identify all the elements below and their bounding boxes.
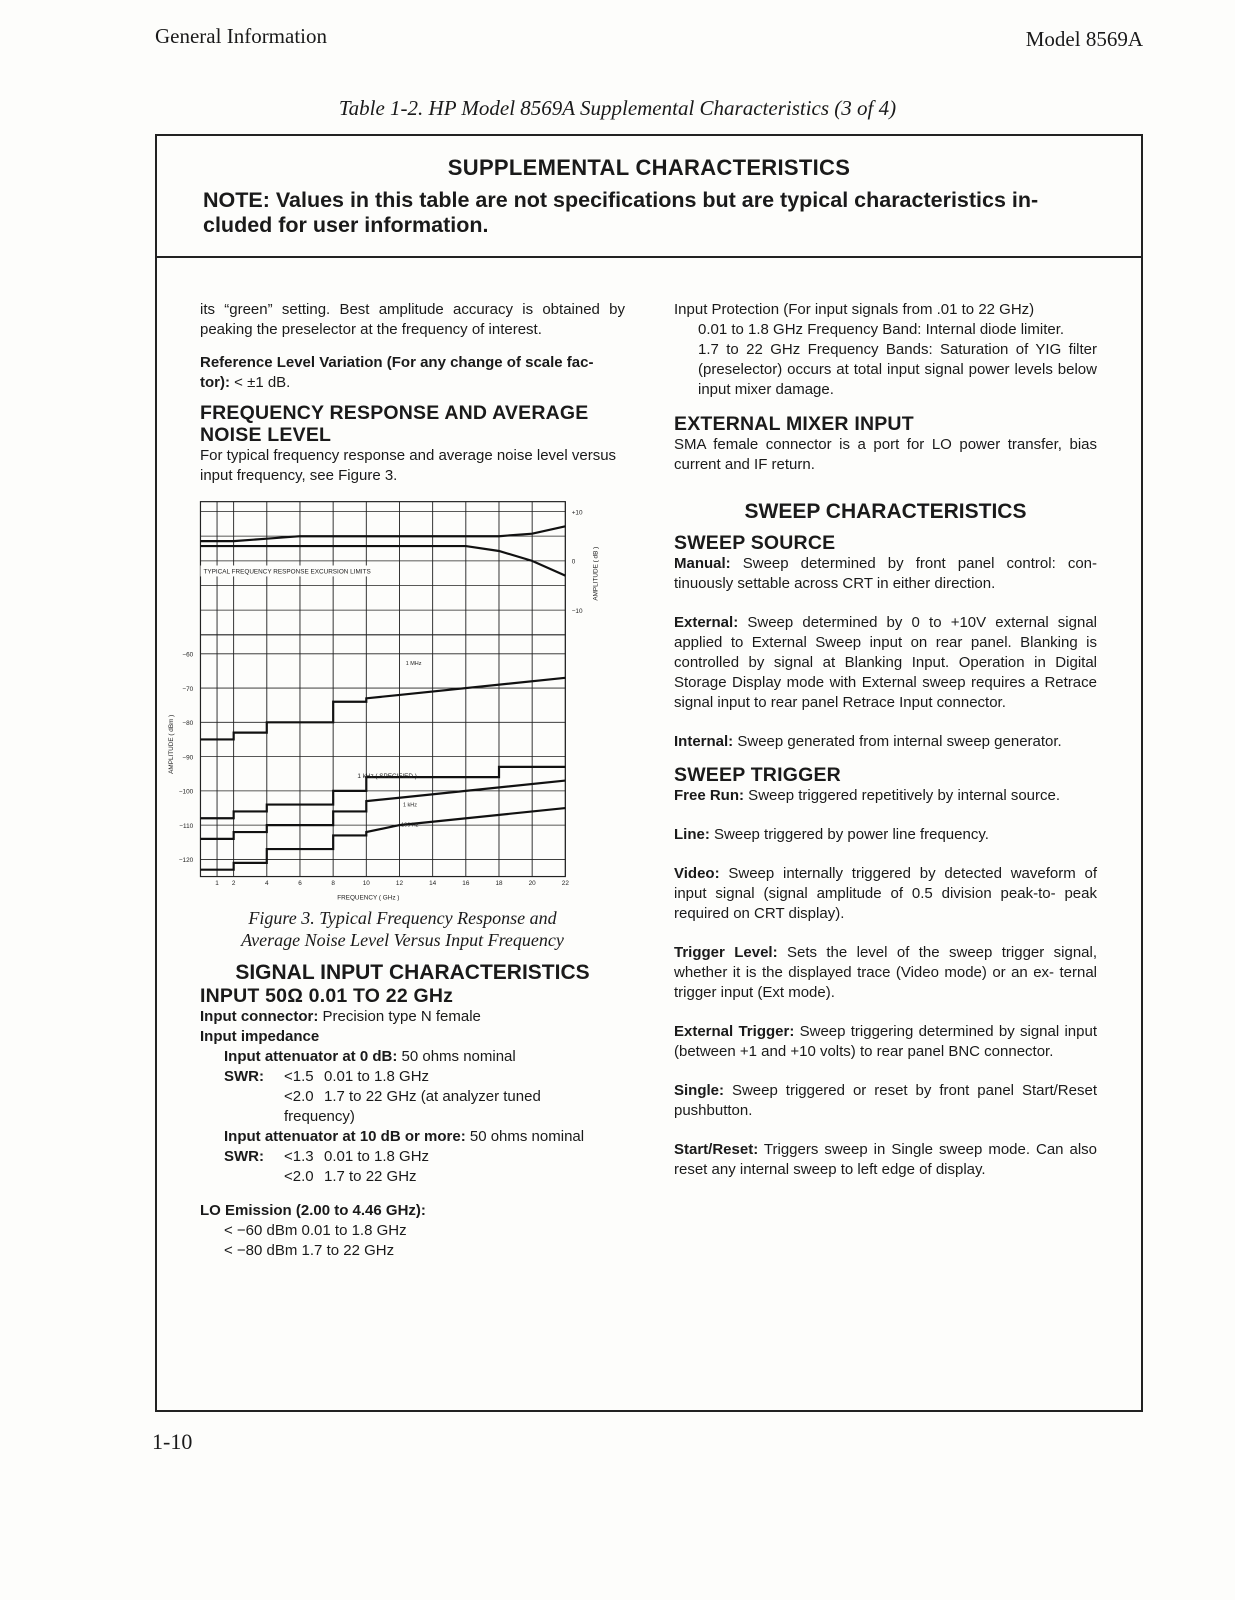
left-column xyxy=(168,300,625,1261)
header-model: Model 8569A xyxy=(1025,27,1143,51)
swr-label: SWR: xyxy=(224,1148,264,1165)
lower-y-tick-label: −70 xyxy=(182,685,194,693)
table-title: Table 1-2. HP Model 8569A Supplemental Characteristics (3 of 4) xyxy=(338,96,897,120)
video-trigger: Video: Sweep internally triggered by detected waveform of input signal (signal amplitude of 0.5 division peak-to- peak required on CRT display). xyxy=(674,865,1097,922)
input-protection-intro: Input Protection (For input signals from .01 to 22 GHz) xyxy=(674,301,1035,318)
lower-y-tick-label: −120 xyxy=(178,857,194,865)
figure-caption xyxy=(200,907,625,951)
lower-y-tick-label: −100 xyxy=(178,788,194,796)
lo-emission-2: < −80 dBm 1.7 to 22 GHz xyxy=(224,1242,395,1259)
connector-value: Precision type N female xyxy=(318,1008,481,1025)
att0-value: 50 ohms nominal xyxy=(397,1048,516,1065)
noise-series-line xyxy=(200,808,565,870)
swr-0db-row-2-cont: frequency) xyxy=(284,1108,355,1125)
swr-range: 1.7 to 22 GHz (at analyzer tuned xyxy=(324,1088,541,1105)
frequency-response-heading: FREQUENCY RESPONSE AND AVERAGE NOISE LEVEL xyxy=(200,402,589,446)
lo-emission-label: LO Emission (2.00 to 4.46 GHz): xyxy=(200,1202,426,1219)
intro-text: its “green” setting. Best amplitude accuracy is obtained by peaking the preselector at the frequency of interest. xyxy=(200,301,625,338)
upper-y-axis-label: AMPLITUDE ( dB ) xyxy=(592,546,600,601)
label-1khz-specified: 1 kHz ( SPECIFIED ) xyxy=(357,773,417,781)
lower-y-tick-label: −80 xyxy=(182,720,194,728)
swr-range: 0.01 to 1.8 GHz xyxy=(324,1068,430,1085)
external-mixer-text: SMA female connector is a port for LO power transfer, bias current and IF return. xyxy=(674,436,1097,473)
upper-series-line xyxy=(200,526,565,541)
ref-label: Reference Level Variation (For any change of scale fac- tor): xyxy=(200,354,594,391)
swr-0db-row-1 xyxy=(200,1067,625,1087)
swr-value: <1.3 xyxy=(284,1148,314,1165)
x-tick-label: 22 xyxy=(561,879,569,887)
lower-y-tick-label: −60 xyxy=(182,651,194,659)
label-100hz: 100 Hz xyxy=(401,822,419,829)
internal-sweep: Internal: Sweep generated from internal sweep generator. xyxy=(674,733,1062,750)
upper-y-tick-label: 0 xyxy=(571,558,576,566)
reference-level-variation xyxy=(200,353,625,393)
upper-y-tick-label: +10 xyxy=(571,509,583,517)
x-tick-label: 16 xyxy=(462,879,470,887)
frequency-response-chart xyxy=(162,498,612,903)
chart-border xyxy=(200,502,565,877)
banner-divider xyxy=(157,256,1141,258)
frequency-response-text: For typical frequency response and average noise level versus input frequency, see Figure 3. xyxy=(200,447,617,484)
x-tick-label: 14 xyxy=(429,879,437,887)
external-trigger: External Trigger: Sweep triggering determined by signal input (between +1 and +10 volts) to rear panel BNC connector. xyxy=(674,1023,1098,1060)
banner-title: SUPPLEMENTAL CHARACTERISTICS xyxy=(447,155,851,180)
x-tick-label: 12 xyxy=(395,879,404,887)
x-tick-label: 6 xyxy=(298,879,302,887)
figure-caption-line-2: Average Noise Level Versus Input Frequency xyxy=(241,930,564,950)
signal-input-heading: SIGNAL INPUT CHARACTERISTICS xyxy=(235,961,590,984)
input-protection-1: 0.01 to 1.8 GHz Frequency Band: Internal diode limiter. xyxy=(698,321,1065,338)
lower-y-tick-label: −90 xyxy=(182,754,194,762)
att10-value: 50 ohms nominal xyxy=(465,1128,585,1145)
page-number: 1-10 xyxy=(152,1429,193,1454)
chart-grid xyxy=(200,502,565,877)
external-mixer-heading: EXTERNAL MIXER INPUT xyxy=(674,413,914,435)
swr-value: <2.0 xyxy=(284,1168,314,1185)
lower-y-axis-label: AMPLITUDE ( dBm ) xyxy=(168,714,176,774)
line-trigger: Line: Sweep triggered by power line frequency. xyxy=(674,826,989,843)
right-column xyxy=(674,300,1097,1180)
swr-value: <2.0 xyxy=(284,1088,314,1105)
header-section-title: General Information xyxy=(155,24,328,48)
external-sweep: External: Sweep determined by 0 to +10V external signal applied to External Sweep input on rear panel. Blanking is controlled by signal at Blanking Input. Operation in Digital Storage Display mode with External sweep requires a Retrace signal input to rear panel Retrace Input connector. xyxy=(674,614,1097,711)
x-tick-label: 8 xyxy=(331,879,335,887)
manual-sweep: Manual: Sweep determined by front panel control: con- tinuously settable across CRT in either direction. xyxy=(674,555,1097,592)
x-axis-label: FREQUENCY ( GHz ) xyxy=(337,894,400,902)
swr-range: 1.7 to 22 GHz xyxy=(324,1168,417,1185)
lo-emission-1: < −60 dBm 0.01 to 1.8 GHz xyxy=(224,1222,407,1239)
swr-10db-row-2 xyxy=(200,1167,625,1187)
swr-10db-row-1 xyxy=(200,1147,625,1167)
x-tick-label: 1 xyxy=(215,879,219,887)
sweep-source-heading: SWEEP SOURCE xyxy=(674,532,836,554)
input-protection-2: 1.7 to 22 GHz Frequency Bands: Saturation of YIG filter (preselector) occurs at total input signal power levels below input mixer damage. xyxy=(698,341,1097,398)
x-tick-label: 4 xyxy=(265,879,269,887)
attenuator-10db xyxy=(200,1127,625,1147)
input-heading: INPUT 50Ω 0.01 TO 22 GHz xyxy=(200,985,454,1007)
swr-value: <1.5 xyxy=(284,1068,314,1085)
sweep-characteristics-heading: SWEEP CHARACTERISTICS xyxy=(744,500,1027,523)
x-tick-label: 20 xyxy=(528,879,536,887)
label-1khz: 1 kHz xyxy=(402,802,417,809)
x-tick-label: 2 xyxy=(231,879,236,887)
input-impedance xyxy=(200,1027,625,1047)
trigger-level: Trigger Level: Sets the level of the sweep trigger signal, whether it is the displayed trace (Video mode) or an ex- ternal trigger input (Ext mode). xyxy=(674,944,1097,1001)
att10-label: Input attenuator at 10 dB or more: xyxy=(224,1128,466,1145)
noise-series-line xyxy=(200,781,565,839)
ref-value: < ±1 dB. xyxy=(230,374,291,391)
swr-range: 0.01 to 1.8 GHz xyxy=(324,1148,430,1165)
swr-0db-row-2 xyxy=(200,1087,625,1107)
label-1mhz: 1 MHz xyxy=(405,660,422,667)
swr-label: SWR: xyxy=(224,1068,264,1085)
input-connector xyxy=(200,1007,625,1027)
connector-label: Input connector: xyxy=(200,1008,319,1025)
free-run-trigger: Free Run: Sweep triggered repetitively by internal source. xyxy=(674,787,1061,804)
attenuator-0db xyxy=(200,1047,625,1067)
upper-annotation: TYPICAL FREQUENCY RESPONSE EXCURSION LIMITS xyxy=(203,568,371,576)
start-reset: Start/Reset: Triggers sweep in Single sweep mode. Can also reset any internal sweep to left edge of display. xyxy=(674,1141,1097,1178)
sweep-trigger-heading: SWEEP TRIGGER xyxy=(674,764,841,786)
figure-caption-line-1: Figure 3. Typical Frequency Response and xyxy=(248,908,557,928)
impedance-label: Input impedance xyxy=(200,1028,320,1045)
att0-label: Input attenuator at 0 dB: xyxy=(224,1048,398,1065)
banner-note: NOTE: Values in this table are not specifications but are typical characteristics in- cluded for user information. xyxy=(203,188,1039,237)
lower-y-tick-label: −110 xyxy=(179,822,194,830)
x-tick-label: 10 xyxy=(362,879,370,887)
noise-series-line xyxy=(200,678,565,740)
single-trigger: Single: Sweep triggered or reset by front panel Start/Reset pushbutton. xyxy=(674,1082,1097,1119)
x-tick-label: 18 xyxy=(495,879,503,887)
upper-y-tick-label: −10 xyxy=(571,607,583,615)
